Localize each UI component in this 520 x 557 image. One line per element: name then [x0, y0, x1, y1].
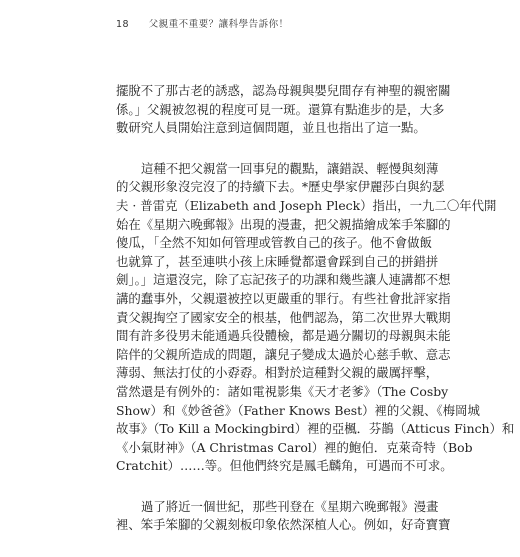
text-line: 過了將近一個世紀，那些刊登在《星期六晚郵報》漫畫	[141, 498, 439, 514]
text-line: 間有許多役男未能通過兵役體檢，都是過分關切的母親與未能	[116, 328, 451, 344]
text-line: 當然還是有例外的：諸如電視影集《天才老爹》（The Cosby	[116, 383, 449, 399]
text-line: Cratchit）……等。但他們終究是鳳毛麟角，可遇而不可求。	[116, 458, 453, 474]
running-header	[116, 16, 289, 30]
page-number: 18	[116, 19, 130, 30]
text-line: 數研究人員開始注意到這個問題，並且也指出了這一點。	[116, 120, 426, 136]
text-line: 始在《星期六晚郵報》出現的漫畫，把父親描繪成笨手笨腳的	[116, 216, 451, 232]
text-line: 夫 · 普雷克（Elizabeth and Joseph Pleck）指出，一九二〇年代開	[116, 197, 497, 213]
running-title: 父親重不重要？讓科學告訴你！	[148, 19, 289, 30]
paragraph-3	[116, 498, 451, 535]
text-line: 係。」父親被忽視的程度可見一斑。還算有點進步的是，大多	[116, 101, 445, 117]
text-line: 薄弱、無法打仗的小孬孬。相對於這種對父親的嚴厲抨擊，	[116, 365, 439, 381]
text-line: 傻瓜，「全然不知如何管理或管教自己的孩子。他不會做飯	[116, 235, 432, 251]
text-line: 講的蠢事外，父親還被控以更嚴重的罪行。有些社會批評家指	[116, 290, 451, 306]
body-text	[116, 82, 515, 557]
text-line: 也就算了，甚至連哄小孩上床睡覺都還會踩到自己的拼錯拼	[116, 253, 439, 269]
text-line: 責父親掏空了國家安全的根基，他們認為，第二次世界大戰期	[116, 309, 451, 325]
text-line: 《小氣財神》（A Christmas Carol）裡的鮑伯．克萊奇特（Bob	[116, 439, 473, 455]
text-line: 故事》（To Kill a Mockingbird）裡的亞楓．芬鵲（Atticus Finch）和	[116, 421, 515, 437]
paragraph-1	[116, 82, 451, 138]
text-line: 擺脫不了那古老的誘惑，認為母親與嬰兒間存有神聖的親密關	[116, 83, 451, 98]
text-line: 陪伴的父親所造成的問題，讓兒子變成太過於心慈手軟、意志	[116, 346, 451, 362]
paragraph-2	[116, 160, 515, 476]
text-line: 劍」。」這還沒完，除了忘記孩子的功課和幾些讓人連講都不想	[116, 272, 451, 288]
text-line: 裡、笨手笨腳的父親刻板印象依然深植人心。例如，好奇寶寶	[116, 517, 451, 533]
text-line: 的父親形象沒完沒了的持續下去。*歷史學家伊麗莎白與約瑟	[116, 179, 445, 195]
text-line: 這種不把父親當一回事兒的觀點，讓錯誤、輕慢與刻薄	[141, 160, 439, 176]
text-line: Show）和《妙爸爸》（Father Knows Best）裡的父親、《梅岡城	[116, 402, 480, 418]
